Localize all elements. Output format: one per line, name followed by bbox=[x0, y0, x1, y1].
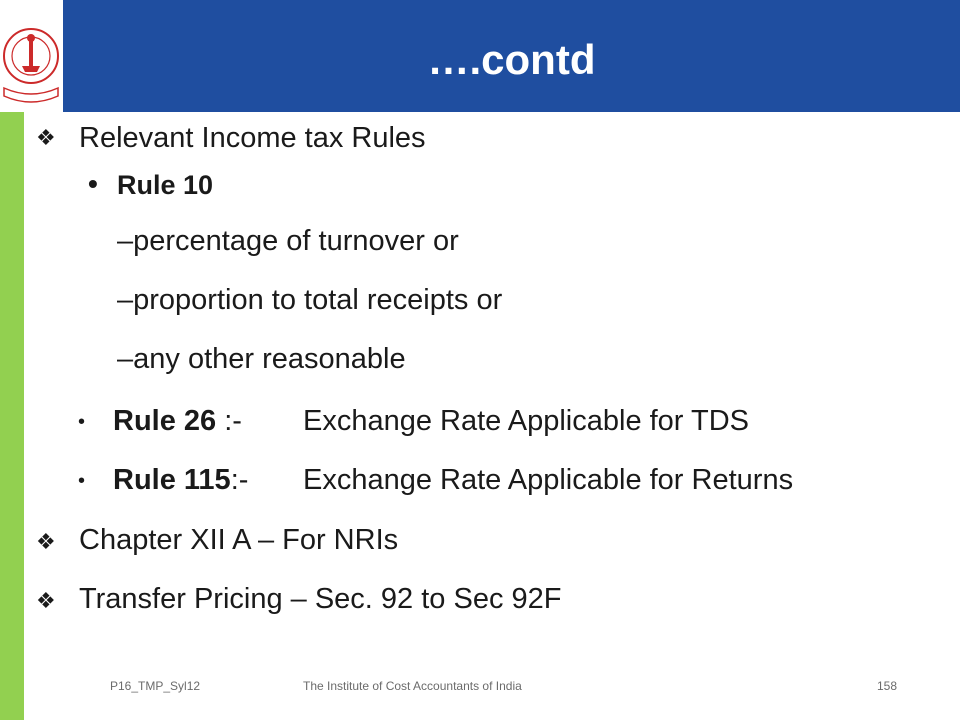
page-number: 158 bbox=[877, 679, 898, 693]
rule-10-label: Rule 10 bbox=[117, 170, 214, 200]
rule-115-separator: :- bbox=[230, 464, 249, 496]
rule-26-description: Exchange Rate Applicable for TDS bbox=[303, 405, 750, 437]
left-accent-strip bbox=[0, 112, 24, 720]
footer-left: P16_TMP_Syl12 bbox=[110, 679, 201, 693]
bullet-dot-icon: • bbox=[78, 470, 86, 492]
slide-title: ….contd bbox=[427, 36, 596, 83]
diamond-bullet-icon: ❖ bbox=[36, 125, 56, 150]
sub-other: –any other reasonable bbox=[117, 343, 406, 375]
sub-percentage: –percentage of turnover or bbox=[117, 225, 459, 257]
sub-proportion: –proportion to total receipts or bbox=[117, 284, 503, 316]
rule-115-line bbox=[113, 464, 248, 497]
rule-115-label: Rule 115 bbox=[113, 464, 231, 496]
rule-26-label: Rule 26 bbox=[113, 405, 217, 437]
bullet-dot-icon: • bbox=[78, 411, 86, 433]
diamond-bullet-icon: ❖ bbox=[36, 588, 56, 613]
footer-center: The Institute of Cost Accountants of India bbox=[303, 679, 522, 693]
item-chapter-xii-a: Chapter XII A – For NRIs bbox=[79, 524, 399, 556]
rule-26-line bbox=[113, 405, 242, 438]
institute-logo bbox=[0, 0, 63, 112]
item-transfer-pricing: Transfer Pricing – Sec. 92 to Sec 92F bbox=[79, 583, 562, 615]
diamond-bullet-icon: ❖ bbox=[36, 529, 56, 554]
item-relevant-rules: Relevant Income tax Rules bbox=[79, 122, 426, 154]
rule-115-description: Exchange Rate Applicable for Returns bbox=[303, 464, 794, 496]
logo-area bbox=[0, 0, 63, 112]
bullet-dot-icon: • bbox=[88, 168, 98, 199]
rule-26-separator: :- bbox=[216, 405, 242, 437]
